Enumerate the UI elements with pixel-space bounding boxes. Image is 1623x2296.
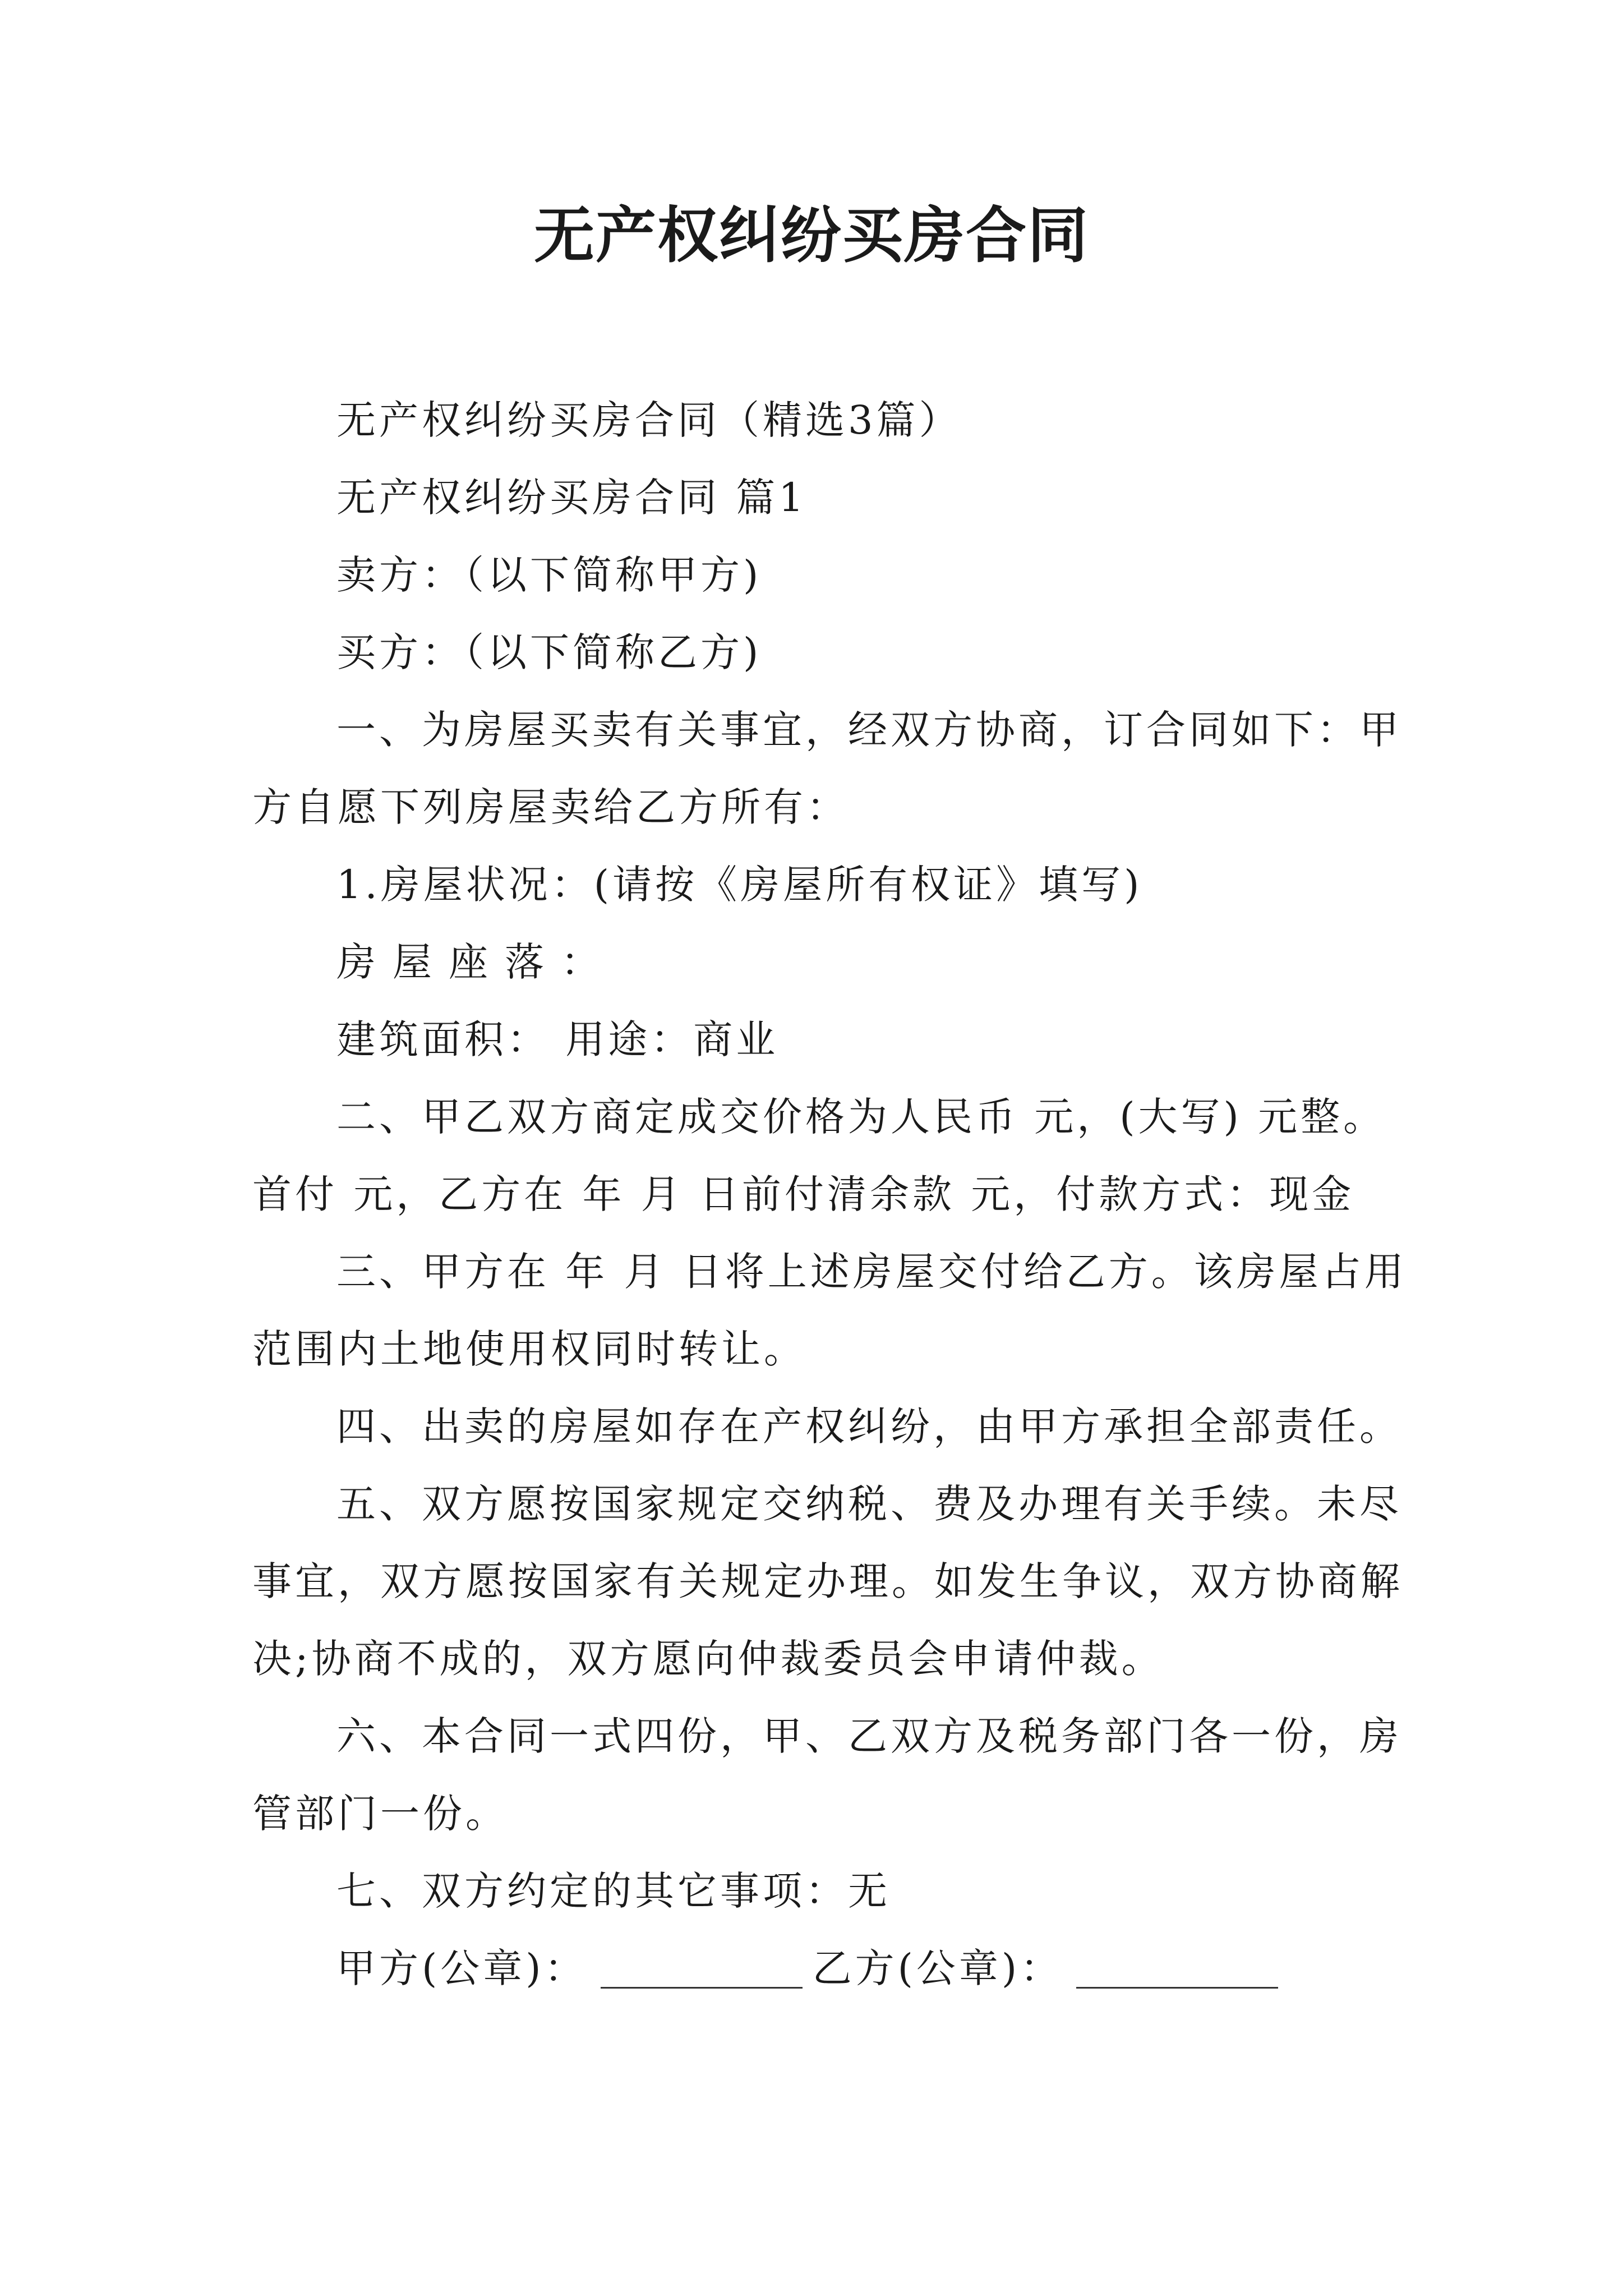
- paragraph-buyer: 买方：（以下简称乙方): [336, 629, 762, 675]
- paragraph-section-heading: 无产权纠纷买房合同 篇1: [336, 475, 807, 521]
- paragraph-house-location: 房屋座落：: [336, 939, 617, 985]
- party-b-seal-label: 乙方(公章)：: [812, 1945, 1063, 1991]
- paragraph-clause-3: 三、甲方在 年 月 日将上述房屋交付给乙方。该房屋占用范围内土地使用权同时转让。: [252, 1249, 1407, 1372]
- signature-line: [252, 1930, 1408, 2007]
- paragraph-seller: 卖方：（以下简称甲方): [336, 552, 762, 598]
- document-body: [252, 381, 1408, 2007]
- paragraph-clause-5: 五、双方愿按国家规定交纳税、费及办理有关手续。未尽事宜，双方愿按国家有关规定办理。如发生争议，双方协商解决;协商不成的，双方愿向仲裁委员会申请仲裁。: [252, 1481, 1403, 1682]
- party-a-seal-label: 甲方(公章)：: [336, 1945, 587, 1991]
- party-b-signature-blank: [1076, 1948, 1278, 1989]
- paragraph-clause-1: 一、为房屋买卖有关事宜，经双方协商，订合同如下：甲方自愿下列房屋卖给乙方所有：: [252, 707, 1402, 830]
- paragraph-clause-2: 二、甲乙双方商定成交价格为人民币 元，(大写) 元整。首付 元，乙方在 年 月 日前付清余款 元，付款方式：现金: [252, 1094, 1386, 1217]
- party-a-signature-blank: [601, 1948, 803, 1989]
- paragraph-clause-7: 七、双方约定的其它事项：无: [336, 1868, 891, 1914]
- paragraph-subtitle: 无产权纠纷买房合同（精选3篇）: [336, 397, 962, 443]
- paragraph-building-area: 建筑面积： 用途：商业: [336, 1016, 779, 1062]
- document-title: 无产权纠纷买房合同: [533, 200, 1089, 271]
- paragraph-clause-6: 六、本合同一式四份，甲、乙双方及税务部门各一份，房管部门一份。: [252, 1713, 1402, 1837]
- paragraph-clause-4: 四、出卖的房屋如存在产权纠纷，由甲方承担全部责任。: [336, 1404, 1402, 1450]
- paragraph-house-status: 1.房屋状况：(请按《房屋所有权证》填写): [336, 862, 1143, 908]
